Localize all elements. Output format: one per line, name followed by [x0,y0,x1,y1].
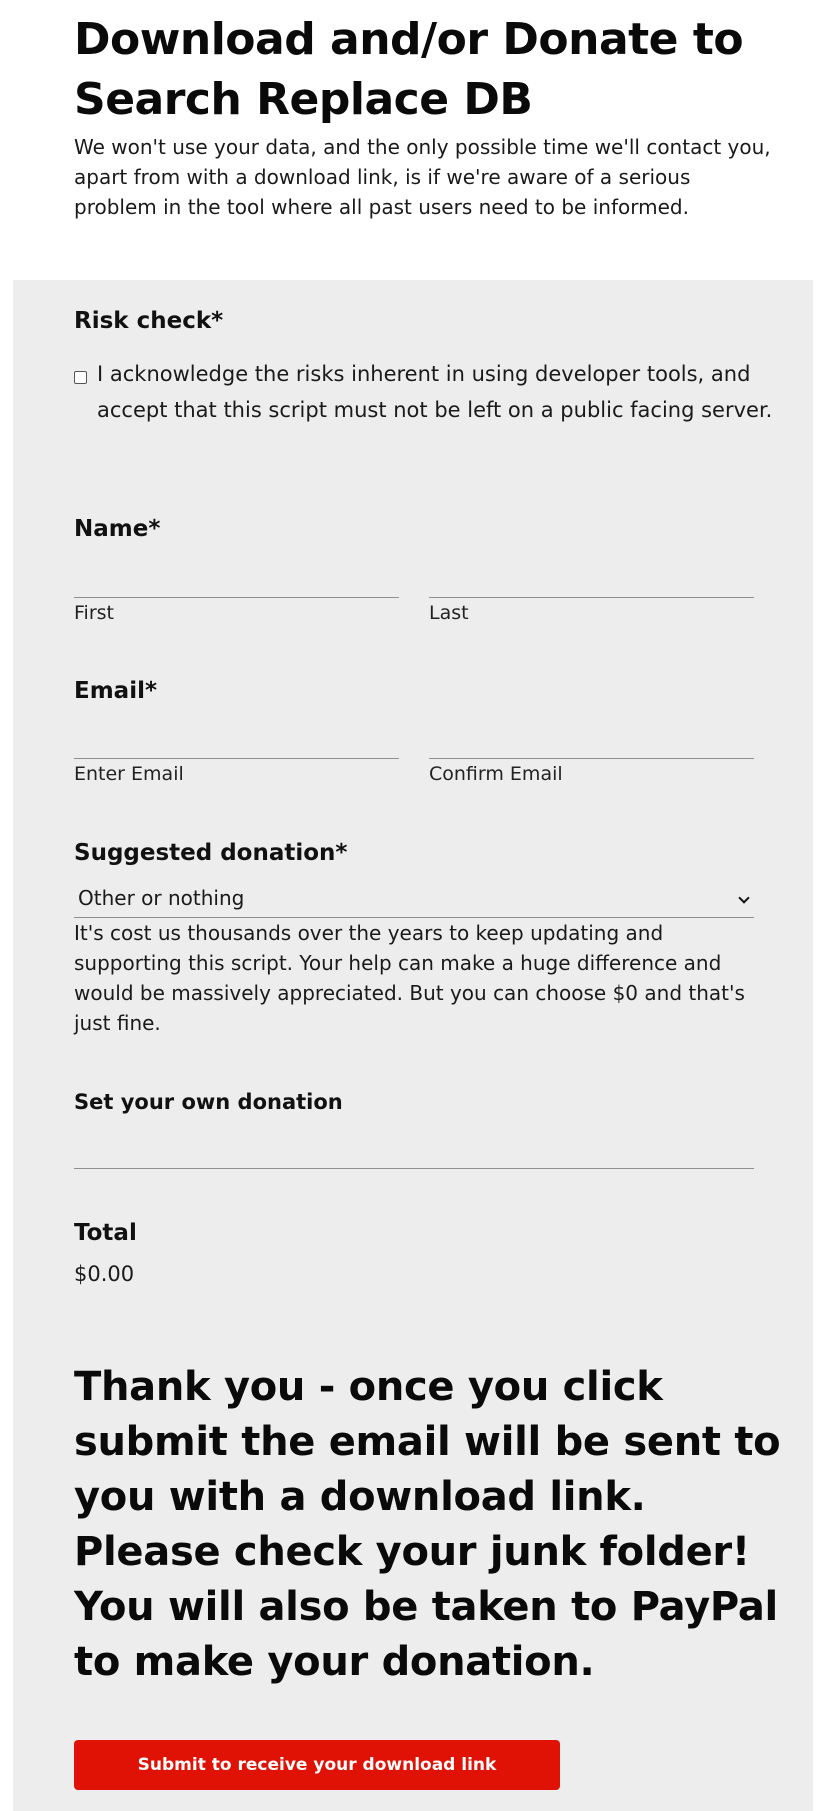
total-value: $0.00 [74,1262,135,1286]
intro-text: We won't use your data, and the only possible time we'll contact you, apart from with a download link, is if we're aware of a serious problem in the tool where all past users need to be informed. [74,135,771,219]
page-title-line-2: Search Replace DB [74,74,533,125]
risk-check-heading: Risk check* [74,308,224,334]
email-input[interactable] [74,758,399,759]
name-heading: Name* [74,516,161,542]
last-name-input[interactable] [429,597,754,598]
total-heading: Total [74,1220,137,1246]
submit-button[interactable]: Submit to receive your download link [74,1740,560,1790]
last-name-label: Last [429,602,469,624]
first-name-label: First [74,602,114,624]
own-donation-input[interactable] [74,1168,754,1169]
email-label: Enter Email [74,763,184,785]
page-title [74,10,764,130]
confirm-email-input[interactable] [429,758,754,759]
confirm-email-label: Confirm Email [429,763,563,785]
risk-acknowledge-label[interactable]: I acknowledge the risks inherent in using developer tools, and accept that this script must not be left on a public facing server. [97,362,773,422]
page-title-line-1: Download and/or Donate to [74,14,744,65]
own-donation-heading: Set your own donation [74,1090,343,1114]
donation-note: It's cost us thousands over the years to keep updating and supporting this script. Your help can make a huge difference and would be massively appreciated. But you can choose $0 and that's just fine. [74,921,745,1035]
suggested-donation-select[interactable] [74,882,754,918]
suggested-donation-heading: Suggested donation* [74,840,348,866]
risk-acknowledge-checkbox[interactable] [74,371,87,384]
email-heading: Email* [74,678,157,704]
thank-you-message: Thank you - once you click submit the email will be sent to you with a download link. Please check your junk folder! You will also be taken to PayPal to make your donation. [74,1364,781,1685]
suggested-donation-value: Other or nothing [78,886,245,910]
chevron-down-icon [738,892,749,903]
first-name-input[interactable] [74,597,399,598]
